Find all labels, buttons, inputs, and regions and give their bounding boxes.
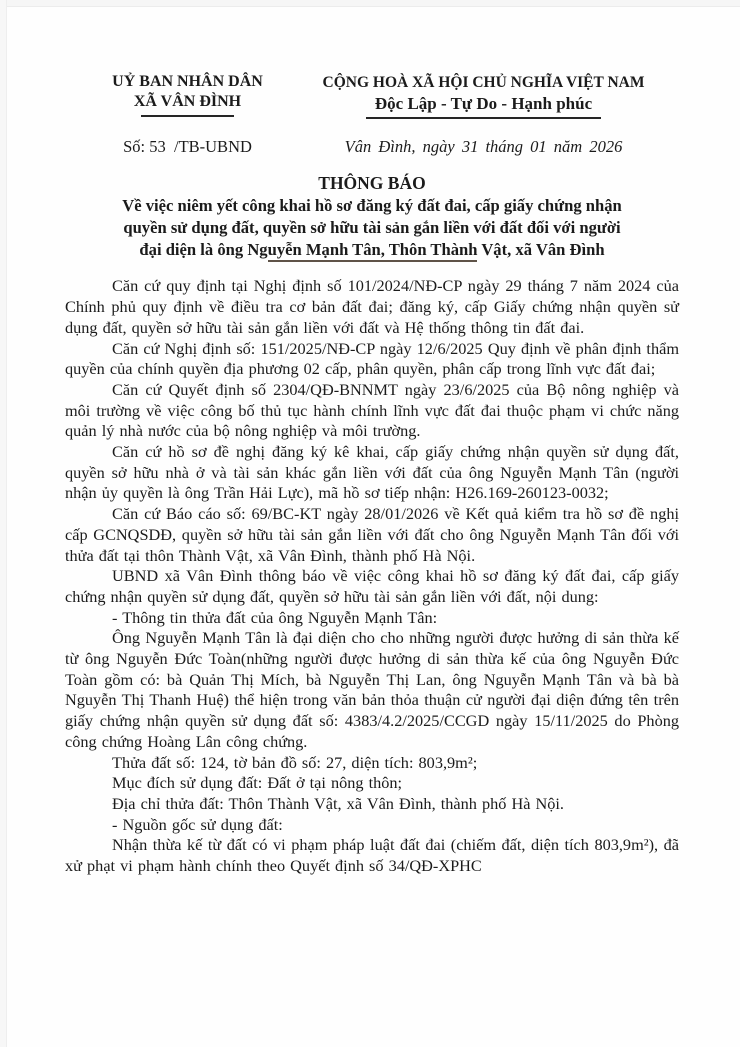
issuing-authority-block <box>65 72 310 157</box>
subtitle-line-2: quyền sử dụng đất, quyền sở hữu tài sản gắn liền với đất đối với người <box>123 217 621 237</box>
place-and-date: Vân Đình, ngày 31 tháng 01 năm 2026 <box>344 137 623 156</box>
header-rule-left <box>141 115 234 117</box>
authority-name-line1: UỶ BAN NHÂN DÂN <box>112 73 263 90</box>
paragraph: Căn cứ quy định tại Nghị định số 101/2024/NĐ-CP ngày 29 tháng 7 năm 2024 của Chính phủ quy định về điều tra cơ bản đất đai; đăng ký, cấp Giấy chứng nhận quyền sử dụng đất, quyền sở hữu tài sản gắn liền với đất và Hệ thống thông tin đất đai. <box>65 276 679 337</box>
scan-edge-left <box>0 0 7 1047</box>
paragraph: - Thông tin thửa đất của ông Nguyễn Mạnh Tân: <box>112 607 438 627</box>
document-title: THÔNG BÁO <box>318 173 426 193</box>
paragraph: Mục đích sử dụng đất: Đất ở tại nông thôn; <box>112 773 403 793</box>
document-header <box>65 72 679 157</box>
paragraph: Căn cứ Nghị định số: 151/2025/NĐ-CP ngày 12/6/2025 Quy định về phân định thẩm quyền của chính quyền địa phương 02 cấp, phân quyền, phân cấp trong lĩnh vực đất đai; <box>65 338 679 379</box>
paragraph: Căn cứ hồ sơ đề nghị đăng ký kê khai, cấp giấy chứng nhận quyền sử dụng đất, quyền sở hữu nhà ở và tài sản khác gắn liền với đất của ông Nguyễn Mạnh Tân (người nhận ủy quyền là ông Trần Hải Lực), mã hồ sơ tiếp nhận: H26.169-260123-0032; <box>65 442 679 503</box>
national-title: CỘNG HOÀ XÃ HỘI CHỦ NGHĨA VIỆT NAM <box>322 74 645 91</box>
paragraph: Địa chỉ thửa đất: Thôn Thành Vật, xã Vân Đình, thành phố Hà Nội. <box>112 793 564 813</box>
paragraph: Thửa đất số: 124, tờ bản đồ số: 27, diện tích: 803,9m²; <box>112 752 478 772</box>
national-motto: Độc Lập - Tự Do - Hạnh phúc <box>374 94 593 113</box>
paragraph: - Nguồn gốc sử dụng đất: <box>112 814 283 834</box>
body-paragraphs <box>65 276 679 876</box>
title-block <box>65 172 679 260</box>
subtitle-underlined-name: uyễn Mạnh Tân, Thôn Thành <box>268 240 478 262</box>
paragraph: Căn cứ Báo cáo số: 69/BC-KT ngày 28/01/2026 về Kết quả kiểm tra hồ sơ đề nghị cấp GCNQSDĐ, quyền sở hữu tài sản gắn liền với đất cho ông Nguyễn Mạnh Tân đối với thửa đất tại thôn Thành Vật, xã Vân Đình, thành phố Hà Nội. <box>65 504 679 565</box>
paragraph: Nhận thừa kế từ đất có vi phạm pháp luật đất đai (chiếm đất, diện tích 803,9m²), đã xử phạt vi phạm hành chính theo Quyết định số 34/QĐ-XPHC <box>65 835 679 876</box>
subtitle-line-3 <box>65 239 679 261</box>
document-content <box>65 0 679 877</box>
document-subtitle <box>65 195 679 260</box>
authority-name-line2: XÃ VÂN ĐÌNH <box>133 93 242 110</box>
paragraph: UBND xã Vân Đình thông báo về việc công khai hồ sơ đăng ký đất đai, cấp giấy chứng nhận quyền sử dụng đất, quyền sở hữu tài sản gắn liền với đất, nội dung: <box>65 566 679 606</box>
subtitle-line-3-pre: đại diện là ông Ng <box>139 239 268 259</box>
paragraph: Ông Nguyễn Mạnh Tân là đại diện cho cho những người được hưởng di sản thừa kế từ ông Nguyễn Đức Toàn(những người được hưởng di sản thừa kế của ông Nguyễn Đức Toàn gồm có: bà Quản Thị Mích, bà Nguyễn Thị Lan, ông Nguyễn Mạnh Tân và bà bà Nguyễn Thị Thanh Huệ) thể hiện trong văn bản thỏa thuận cử người đại diện đứng tên trên giấy chứng nhận quyền sử dụng đất số: 4383/4.2/2025/CCGD ngày 15/11/2025 do Phòng công chứng Hoàng Lân công chứng. <box>65 628 679 751</box>
national-motto-block <box>310 72 679 157</box>
paragraph: Căn cứ Quyết định số 2304/QĐ-BNNMT ngày 23/6/2025 của Bộ nông nghiệp và môi trường về việc công bố thủ tục hành chính lĩnh vực đất đai thuộc phạm vi chức năng quản lý nhà nước của bộ nông nghiệp và môi trường. <box>65 379 679 441</box>
header-rule-right <box>366 117 601 119</box>
document-number: Số: 53 /TB-UBND <box>123 137 252 156</box>
subtitle-line-3-post: Vật, xã Vân Đình <box>477 239 605 259</box>
subtitle-line-1: Về việc niêm yết công khai hồ sơ đăng ký đất đai, cấp giấy chứng nhận <box>122 196 622 215</box>
